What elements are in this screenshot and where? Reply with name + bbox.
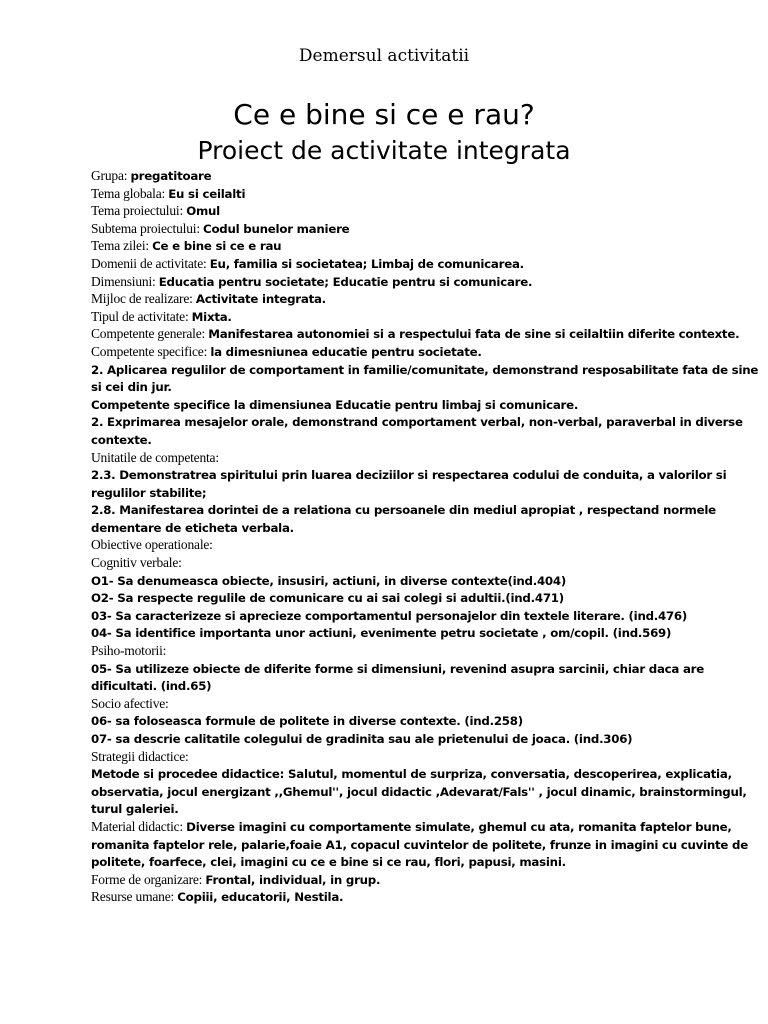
field-separator: : — [145, 238, 153, 254]
field-value: Activitate integrata. — [195, 292, 326, 307]
body-text: observatia, jocul energizant ,,Ghemul'', jocul didactic ,Adevarat/Fals'' , jocul dinamic, brainstormingul, — [91, 784, 747, 799]
field-separator: : — [185, 748, 189, 764]
document-line — [91, 255, 691, 273]
field-label: Socio afective — [91, 695, 166, 711]
document-line — [91, 572, 691, 590]
body-text: 03- Sa caracterizeze si aprecieze comportamentul personajelor din textele literare. (ind.476) — [91, 608, 688, 623]
document-line — [91, 449, 691, 467]
field-separator: : — [184, 308, 192, 324]
document-line — [91, 290, 691, 308]
document-line — [91, 783, 747, 801]
document-line — [91, 677, 691, 695]
body-text: turul galeriei. — [91, 802, 179, 817]
field-separator: : — [123, 168, 131, 183]
field-separator: : — [198, 871, 206, 887]
body-text: 07- sa descrie calitatile colegului de gradinita sau ale prietenului de joaca. (ind.306) — [91, 732, 633, 746]
field-value: Mixta. — [191, 309, 232, 324]
field-value: la dimesniunea educatie pentru societate. — [210, 344, 482, 359]
field-label: Forme de organizare — [91, 871, 199, 887]
body-text: 2.3. Demonstratrea spiritului prin luarea deciziilor si respectarea codului de conduita, a valorilor si — [91, 468, 727, 483]
body-text: O2- Sa respecte regulile de comunicare cu ai sai colegi si adultii.(ind.471) — [91, 591, 564, 606]
field-value: Omul — [186, 204, 220, 219]
document-line — [91, 589, 691, 607]
document-line — [91, 888, 691, 906]
field-label: Subtema proiectului — [91, 220, 197, 236]
field-separator: : — [178, 555, 182, 571]
document-line — [91, 202, 691, 220]
body-text: regulilor stabilite; — [91, 485, 207, 500]
document-line — [91, 466, 727, 484]
field-separator: : — [152, 273, 159, 289]
field-separator: : — [209, 537, 213, 553]
field-label: Material didactic — [91, 818, 180, 834]
field-label: Tipul de activitate — [91, 308, 185, 324]
document-line — [91, 519, 691, 537]
body-text: contexte. — [91, 432, 152, 447]
field-value: Manifestarea autonomiei si a respectului fata de sine si ceilaltiin diferite contexte. — [208, 327, 740, 342]
document-body — [91, 167, 759, 906]
document-line — [91, 273, 691, 291]
document-line — [91, 695, 691, 713]
document-line — [91, 413, 743, 431]
field-label: Obiective operationale — [91, 537, 210, 553]
body-text: 2. Aplicarea regulilor de comportament in familie/comunitate, demonstrand resposabilitate fata de sine — [91, 362, 759, 377]
document-subtitle: Demersul activitatii — [298, 46, 470, 66]
document-line — [91, 501, 716, 519]
document-line — [91, 484, 691, 502]
document-line — [91, 308, 691, 326]
body-text: Metode si procedee didactice: Salutul, momentul de surpriza, conversatia, descoperirea, explicatia, — [91, 767, 732, 782]
field-value: Diverse imagini cu comportamente simulate, ghemul cu ata, romanita faptelor bune, — [186, 819, 732, 834]
field-separator: : — [196, 220, 204, 236]
document-line — [91, 220, 691, 238]
field-value: Eu, familia si societatea; Limbaj de comunicarea. — [209, 256, 524, 271]
document-line — [91, 185, 691, 203]
document-line — [91, 554, 691, 572]
body-text: romanita faptelor rele, palarie,foaie A1, copacul cuvintelor de politete, frunze in imagini cu cuvinte de — [91, 837, 748, 852]
field-separator: : — [161, 185, 169, 201]
body-text: 2.8. Manifestarea dorintei de a relationa cu persoanele din mediul apropiat , respectand normele — [91, 503, 716, 518]
field-separator: : — [179, 818, 187, 834]
document-line — [91, 325, 740, 343]
document-title: Ce e bine si ce e rau? — [233, 98, 535, 131]
document-line — [91, 836, 748, 854]
field-label: Dimensiuni — [91, 273, 152, 289]
field-value: Educatia pentru societate; Educatie pentru si comunicare. — [158, 274, 533, 289]
field-label: Mijloc de realizare — [91, 291, 190, 307]
field-separator: : — [203, 255, 210, 271]
document-line — [91, 642, 691, 660]
document-line — [91, 237, 691, 255]
document-line — [91, 167, 691, 185]
field-value: Frontal, individual, in grup. — [205, 872, 381, 887]
field-label: Competente generale — [91, 326, 202, 342]
field-label: Tema proiectului — [91, 203, 180, 219]
document-line — [91, 624, 691, 642]
field-separator: : — [203, 343, 211, 359]
field-separator: : — [215, 449, 219, 465]
document-line — [91, 730, 691, 748]
body-text: 04- Sa identifice importanta unor actiuni, evenimente petru societate , om/copil. (ind.569) — [91, 626, 672, 641]
body-text: dementare de eticheta verbala. — [91, 520, 294, 535]
field-label: Tema zilei — [91, 238, 146, 254]
field-label: Resurse umane — [91, 889, 171, 905]
field-value: Copiii, educatorii, Nestila. — [177, 890, 344, 905]
body-text: politete, foarfece, clei, imagini cu ce e bine si ce rau, flori, papusi, masini. — [91, 855, 566, 870]
document-line — [91, 607, 691, 625]
body-text: Competente specifice la dimensiunea Educatie pentru limbaj si comunicare. — [91, 397, 579, 412]
document-line — [91, 853, 691, 871]
field-label: Tema globala — [91, 185, 162, 201]
field-label: Cognitiv verbale — [91, 555, 179, 571]
body-text: 2. Exprimarea mesajelor orale, demonstrand comportament verbal, non-verbal, paraverbal in diverse — [91, 415, 743, 430]
field-separator: : — [201, 326, 209, 342]
body-text: si cei din jur. — [91, 380, 172, 395]
field-value: Eu si ceilalti — [168, 186, 246, 201]
field-value: Ce e bine si ce e rau — [152, 239, 282, 254]
document-line — [91, 871, 691, 889]
document-line — [91, 343, 691, 361]
project-title: Proiect de activitate integrata — [197, 136, 571, 165]
field-label: Grupa — [91, 168, 124, 183]
body-text: 06- sa foloseasca formule de politete in diverse contexte. (ind.258) — [91, 714, 523, 729]
document-line — [91, 818, 732, 836]
field-separator: : — [179, 203, 187, 219]
document-line — [91, 378, 691, 396]
field-label: Unitatile de competenta — [91, 449, 216, 465]
document-line — [91, 536, 691, 554]
field-separator: : — [189, 291, 196, 307]
field-value: pregatitoare — [130, 169, 212, 183]
document-line — [91, 800, 691, 818]
field-separator: : — [170, 889, 178, 905]
document-line — [91, 361, 759, 379]
document-line — [91, 660, 704, 678]
field-label: Competente specifice — [91, 343, 204, 359]
document-line — [91, 431, 691, 449]
body-text: dificultati. (ind.65) — [91, 679, 212, 694]
document-line — [91, 748, 691, 766]
document-line — [91, 765, 732, 783]
field-separator: : — [162, 643, 167, 659]
field-value: Codul bunelor maniere — [203, 221, 350, 236]
field-label: Psiho-motorii — [91, 643, 163, 659]
body-text: O1- Sa denumeasca obiecte, insusiri, actiuni, in diverse contexte(ind.404) — [91, 573, 566, 588]
field-label: Domenii de activitate — [91, 255, 204, 271]
field-separator: : — [165, 695, 169, 711]
document-line — [91, 712, 691, 730]
body-text: 05- Sa utilizeze obiecte de diferite forme si dimensiuni, revenind asupra sarcinii, chiar daca are — [91, 661, 704, 676]
field-label: Strategii didactice — [91, 748, 186, 764]
document-line — [91, 396, 691, 414]
